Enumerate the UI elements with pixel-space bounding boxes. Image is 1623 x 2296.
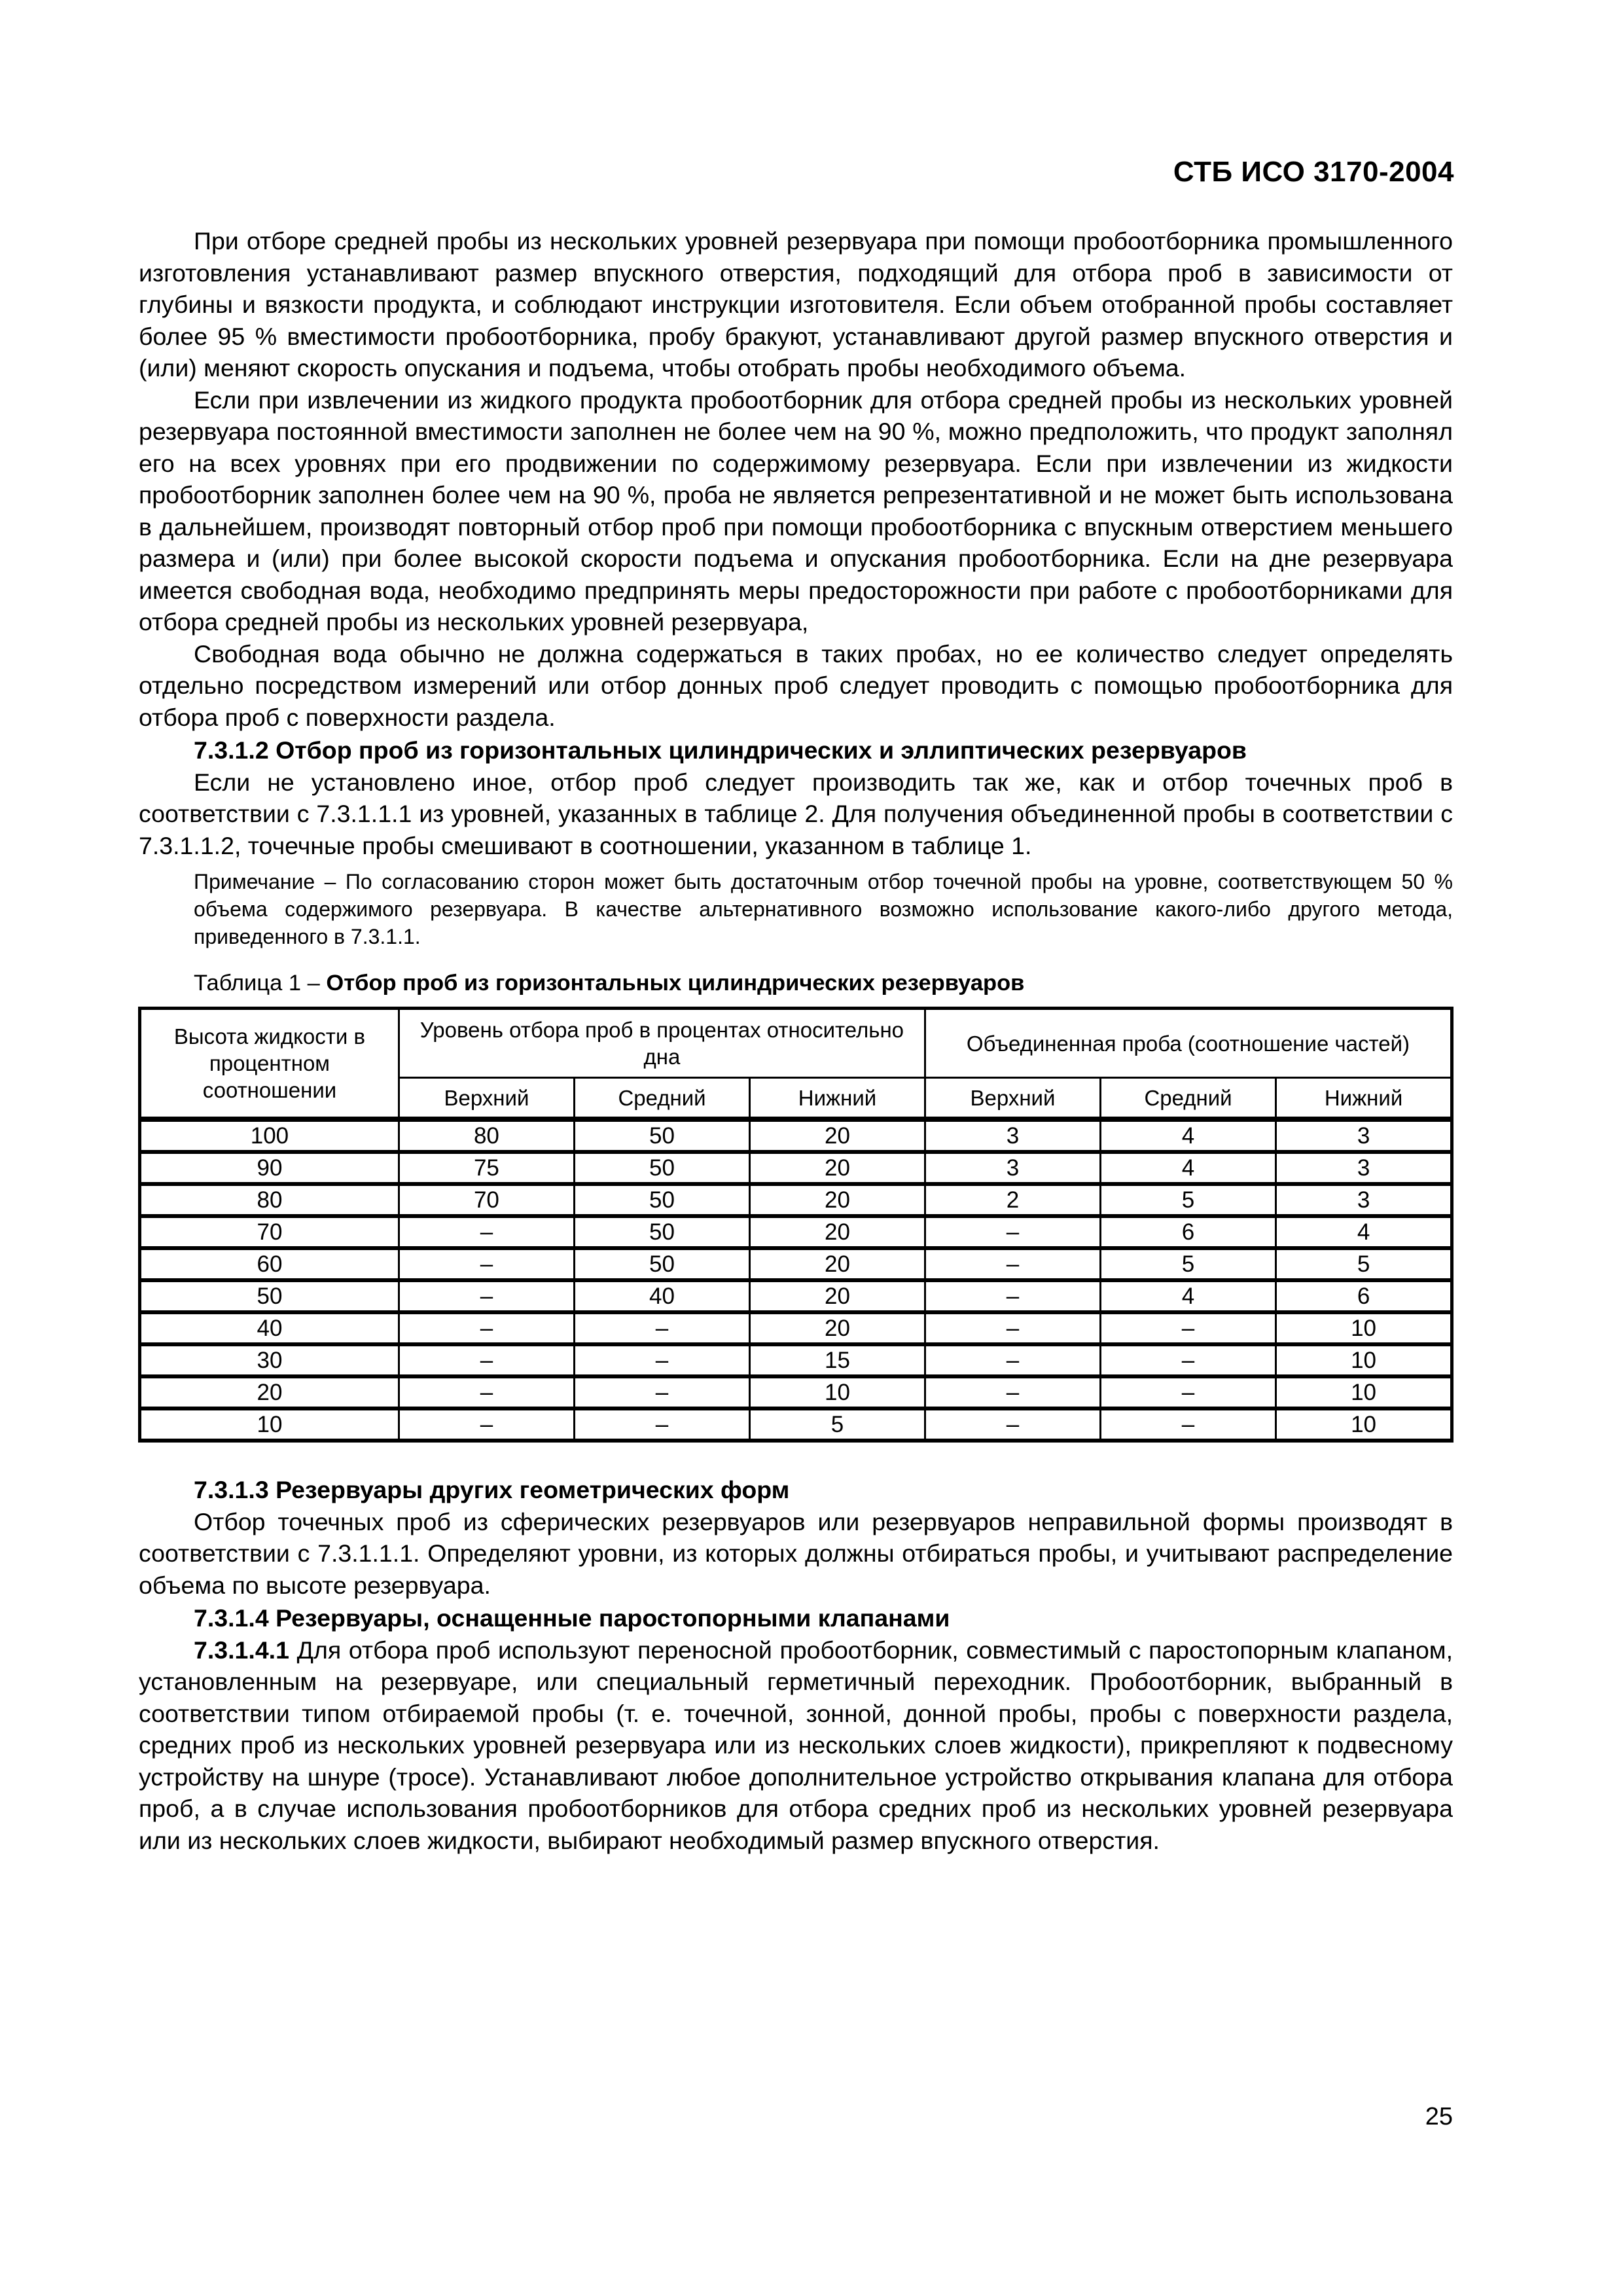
note: Примечание – По согласованию сторон может быть достаточным отбор точечной пробы на уровне, соответствующем 50 % объема содержимого резервуара. В качестве альтернативного возможно использование какого-либо другого метода, приведенного в 7.3.1.1. — [194, 870, 1453, 948]
cell: 75 — [399, 1152, 574, 1184]
cell: 10 — [140, 1408, 399, 1441]
cell: – — [1100, 1376, 1275, 1408]
cell: – — [925, 1280, 1100, 1312]
cell: – — [574, 1408, 749, 1441]
cell: – — [399, 1344, 574, 1376]
cell: 20 — [750, 1280, 925, 1312]
cell: 90 — [140, 1152, 399, 1184]
cell: 20 — [750, 1184, 925, 1216]
cell: – — [925, 1248, 1100, 1280]
cell: – — [574, 1376, 749, 1408]
section-heading-7312: 7.3.1.2 Отбор проб из горизонтальных цилиндрических и эллиптических резервуаров — [194, 736, 1247, 764]
cell: – — [574, 1344, 749, 1376]
cell: 10 — [1276, 1408, 1452, 1441]
header-upper: Верхний — [399, 1078, 574, 1120]
section-heading-7313: 7.3.1.3 Резервуары других геометрических форм — [194, 1476, 790, 1503]
header-liquid-height: Высота жидкости в процентном соотношении — [140, 1009, 399, 1120]
cell: 3 — [1276, 1119, 1452, 1152]
document-code-header: СТБ ИСО 3170-2004 — [1173, 156, 1454, 188]
cell: 20 — [750, 1312, 925, 1344]
cell: – — [399, 1312, 574, 1344]
paragraph: Отбор точечных проб из сферических резервуаров или резервуаров неправильной формы производят в соответствии с 7.3.1.1.1. Определяют уровни, из которых должны отбираться пробы, и учитывают распределение объема по высоте резервуара. — [139, 1507, 1453, 1599]
paragraph: При отборе средней пробы из нескольких уровней резервуара при помощи пробоотборника промышленного изготовления устанавливают размер впускного отверстия, подходящий для отбора проб в зависимости от глубины и вязкости продукта, и соблюдают инструкции изготовителя. Если объем отобранной пробы составляет более 95 % вместимости пробоотборника, пробу бракуют, устанавливают другой размер впускного отверстия и (или) меняют скорость опускания и подъема, чтобы отобрать пробы необходимого объема. — [139, 227, 1453, 382]
cell: 20 — [750, 1119, 925, 1152]
cell: 3 — [1276, 1184, 1452, 1216]
cell: – — [574, 1312, 749, 1344]
cell: 100 — [140, 1119, 399, 1152]
cell: 4 — [1100, 1280, 1275, 1312]
cell: 4 — [1100, 1119, 1275, 1152]
cell: 50 — [574, 1152, 749, 1184]
cell: 50 — [574, 1119, 749, 1152]
cell: – — [399, 1376, 574, 1408]
paragraph: Свободная вода обычно не должна содержаться в таких пробах, но ее количество следует определять отдельно посредством измерений или отбор донных проб следует проводить с помощью пробоотборника для отбора проб с поверхности раздела. — [139, 639, 1453, 731]
page-content — [139, 225, 1453, 1856]
cell: 4 — [1100, 1152, 1275, 1184]
cell: 5 — [1276, 1248, 1452, 1280]
cell: 50 — [574, 1216, 749, 1248]
table-row — [140, 1248, 1452, 1280]
cell: 80 — [399, 1119, 574, 1152]
page-number: 25 — [1425, 2103, 1453, 2130]
cell: 5 — [750, 1408, 925, 1441]
sampling-table — [138, 1007, 1454, 1443]
table-caption-prefix: Таблица 1 – — [194, 971, 327, 996]
cell: – — [399, 1408, 574, 1441]
cell: 5 — [1100, 1184, 1275, 1216]
cell: 10 — [1276, 1312, 1452, 1344]
cell: 50 — [574, 1248, 749, 1280]
header-middle: Средний — [574, 1078, 749, 1120]
header-middle: Средний — [1100, 1078, 1275, 1120]
subsection-body: Для отбора проб используют переносной пробоотборник, совместимый с паростопорным клапаном, установленным на резервуаре, или специальный герметичный переходник. Пробоотборник, выбранный в соответствии типом отбираемой пробы (т. е. точечной, зонной, донной пробы, пробы с поверхности раздела, средних проб из нескольких уровней резервуара или из нескольких слоев жидкости), прикрепляют к подвесному устройству на шнуре (тросе). Устанавливают любое дополнительное устройство открывания клапана для отбора проб, а в случае использования пробоотборников для отбора средних проб из нескольких уровней резервуара или из нескольких слоев жидкости, выбирают необходимый размер впускного отверстия. — [139, 1636, 1453, 1854]
cell: – — [399, 1216, 574, 1248]
cell: – — [1100, 1408, 1275, 1441]
cell: – — [925, 1376, 1100, 1408]
cell: – — [925, 1312, 1100, 1344]
table-row — [140, 1376, 1452, 1408]
header-sampling-level: Уровень отбора проб в процентах относительно дна — [399, 1009, 925, 1078]
table-row — [140, 1216, 1452, 1248]
paragraph: Если при извлечении из жидкого продукта пробоотборник для отбора средней пробы из нескольких уровней резервуара постоянной вместимости заполнен не более чем на 90 %, можно предположить, что продукт заполнял его на всех уровнях при его продвижении по содержимому резервуара. Если при извлечении из жидкости пробоотборник заполнен более чем на 90 %, проба не является репрезентативной и не может быть использована в дальнейшем, производят повторный отбор проб при помощи пробоотборника с впускным отверстием меньшего размера и (или) при более высокой скорости подъема и опускания пробоотборника. Если на дне резервуара имеется свободная вода, необходимо предпринять меры предосторожности при работе с пробоотборниками для отбора средней пробы из нескольких уровней резервуара, — [139, 386, 1453, 636]
cell: 80 — [140, 1184, 399, 1216]
header-upper: Верхний — [925, 1078, 1100, 1120]
cell: 6 — [1276, 1280, 1452, 1312]
cell: 6 — [1100, 1216, 1275, 1248]
header-lower: Нижний — [750, 1078, 925, 1120]
cell: – — [1100, 1312, 1275, 1344]
paragraph-73141 — [139, 1634, 1453, 1857]
cell: 20 — [140, 1376, 399, 1408]
cell: 70 — [399, 1184, 574, 1216]
table-row — [140, 1152, 1452, 1184]
cell: 2 — [925, 1184, 1100, 1216]
cell: 50 — [574, 1184, 749, 1216]
table-row — [140, 1344, 1452, 1376]
cell: 3 — [925, 1152, 1100, 1184]
table-caption — [194, 969, 1453, 997]
cell: 40 — [574, 1280, 749, 1312]
table-row — [140, 1280, 1452, 1312]
cell: 10 — [1276, 1344, 1452, 1376]
cell: 10 — [1276, 1376, 1452, 1408]
cell: 10 — [750, 1376, 925, 1408]
cell: – — [925, 1344, 1100, 1376]
table-caption-title: Отбор проб из горизонтальных цилиндрических резервуаров — [326, 971, 1025, 996]
cell: – — [1100, 1344, 1275, 1376]
cell: 70 — [140, 1216, 399, 1248]
cell: – — [399, 1248, 574, 1280]
spacer — [139, 1443, 1453, 1473]
section-heading-7314: 7.3.1.4 Резервуары, оснащенные паростопорными клапанами — [194, 1604, 950, 1632]
cell: 40 — [140, 1312, 399, 1344]
cell: 3 — [1276, 1152, 1452, 1184]
cell: 5 — [1100, 1248, 1275, 1280]
cell: 20 — [750, 1216, 925, 1248]
cell: – — [925, 1216, 1100, 1248]
cell: 4 — [1276, 1216, 1452, 1248]
cell: 20 — [750, 1248, 925, 1280]
subsection-number: 7.3.1.4.1 — [194, 1636, 289, 1664]
cell: – — [925, 1408, 1100, 1441]
header-combined-sample: Объединенная проба (соотношение частей) — [925, 1009, 1452, 1078]
cell: – — [399, 1280, 574, 1312]
cell: 50 — [140, 1280, 399, 1312]
paragraph: Если не установлено иное, отбор проб следует производить так же, как и отбор точечных проб в соответствии с 7.3.1.1.1 из уровней, указанных в таблице 2. Для получения объединенной пробы в соответствии с 7.3.1.1.2, точечные пробы смешивают в соотношении, указанном в таблице 1. — [139, 768, 1453, 859]
cell: 15 — [750, 1344, 925, 1376]
cell: 60 — [140, 1248, 399, 1280]
table-row — [140, 1119, 1452, 1152]
table-row — [140, 1184, 1452, 1216]
table-row — [140, 1408, 1452, 1441]
header-lower: Нижний — [1276, 1078, 1452, 1120]
table-row — [140, 1312, 1452, 1344]
cell: 30 — [140, 1344, 399, 1376]
cell: 3 — [925, 1119, 1100, 1152]
cell: 20 — [750, 1152, 925, 1184]
